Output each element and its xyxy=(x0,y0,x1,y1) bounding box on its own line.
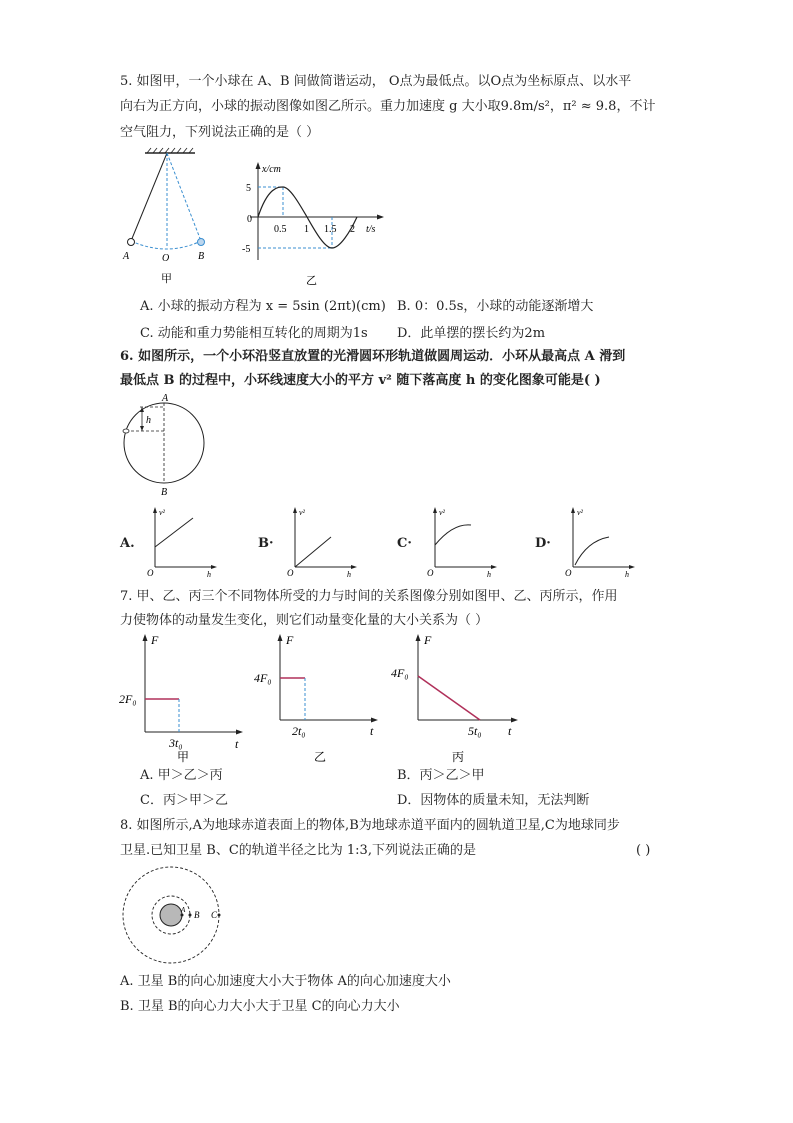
q5-xtick-1: 1 xyxy=(304,224,309,235)
q7-yi-ytick: 4F₀ xyxy=(254,671,272,685)
q5-graph-ylabel: x/cm xyxy=(262,164,281,175)
q6-option-b-graph xyxy=(285,505,360,580)
q5-ytick-neg5: -5 xyxy=(242,244,251,255)
q6-option-a-letter: A. xyxy=(120,536,135,551)
q6-label-b: B xyxy=(161,487,168,498)
q7-jia-xtick: 3t₀ xyxy=(169,736,183,750)
q8-option-b: B. 卫星 B的向心力大小大于卫星 C的向心力大小 xyxy=(120,999,400,1014)
q6-label-h: h xyxy=(146,415,151,426)
q6-option-d-graph xyxy=(563,505,638,580)
q7-jia-xlabel: t xyxy=(235,737,239,751)
q5-stem-line1: 5. 如图甲，一个小球在 A、B 间做简谐运动， O点为最低点。以O点为坐标原点、以水平 xyxy=(120,74,632,89)
q8-answer-paren: ( ) xyxy=(636,843,651,858)
q6-c-origin: O xyxy=(427,568,434,578)
q6-a-origin: O xyxy=(147,568,154,578)
q6-ring-figure xyxy=(118,390,218,502)
q5-option-a: A. 小球的振动方程为 x = 5sin (2πt)(cm) xyxy=(140,299,386,314)
q5-xtick-2: 2 xyxy=(350,224,355,235)
q5-xtick-1.5: 1.5 xyxy=(324,224,337,235)
q5-option-b: B. 0：0.5s，小球的动能逐渐增大 xyxy=(397,299,594,314)
q7-graph-bing xyxy=(388,630,528,765)
q6-option-c-graph xyxy=(425,505,500,580)
q5-option-c: C. 动能和重力势能相互转化的周期为1s xyxy=(140,326,368,341)
q6-option-c-letter: C· xyxy=(397,536,412,551)
q7-bing-ylabel: F xyxy=(424,633,432,647)
q7-jia-ylabel: F xyxy=(151,633,159,647)
q6-stem-line1: 6. 如图所示，一个小环沿竖直放置的光滑圆环形轨道做圆周运动．小环从最高点 A 滑到 xyxy=(120,349,626,364)
q6-option-b-letter: B· xyxy=(258,536,274,551)
q5-pendulum-figure xyxy=(115,145,225,285)
q7-jia-caption: 甲 xyxy=(177,750,190,764)
q6-c-ylabel: v² xyxy=(439,508,445,517)
q5-graph-xlabel: t/s xyxy=(366,224,376,235)
q7-bing-xtick: 5t₀ xyxy=(468,724,482,738)
q5-caption-left: 甲 xyxy=(161,273,172,285)
q6-option-d-letter: D· xyxy=(535,536,551,551)
q7-yi-ylabel: F xyxy=(286,633,294,647)
q7-graph-yi xyxy=(252,630,387,765)
q7-yi-caption: 乙 xyxy=(314,750,327,764)
q8-option-a: A. 卫星 B的向心加速度大小大于物体 A的向心加速度大小 xyxy=(120,974,451,989)
q8-stem-line2: 卫星.已知卫星 B、C的轨道半径之比为 1:3,下列说法正确的是 xyxy=(120,843,476,858)
q7-yi-xtick: 2t₀ xyxy=(292,724,306,738)
q7-yi-xlabel: t xyxy=(370,724,374,738)
q5-caption-right: 乙 xyxy=(306,275,317,287)
q5-label-o: O xyxy=(162,253,170,264)
q5-stem-line3: 空气阻力，下列说法正确的是（ ） xyxy=(120,125,320,140)
q6-b-ylabel: v² xyxy=(299,508,305,517)
q7-jia-ytick: 2F₀ xyxy=(119,692,137,706)
q5-ytick-5: 5 xyxy=(246,183,251,194)
q5-option-d: D．此单摆的摆长约为2m xyxy=(397,326,546,341)
q7-option-b: B．丙＞乙＞甲 xyxy=(397,768,485,783)
q7-bing-caption: 丙 xyxy=(452,750,465,764)
q8-label-b: B xyxy=(194,910,200,920)
q7-stem-line1: 7. 甲、乙、丙三个不同物体所受的力与时间的关系图像分别如图甲、乙、丙所示，作用 xyxy=(120,589,618,604)
q5-stem-line2: 向右为正方向，小球的振动图像如图乙所示。重力加速度 g 大小取9.8m/s²，π² ≈ 9.8，不计 xyxy=(120,99,656,114)
q6-c-xlabel: h xyxy=(487,570,491,579)
q6-a-ylabel: v² xyxy=(159,508,165,517)
q7-bing-xlabel: t xyxy=(508,724,512,738)
q5-oscillation-graph xyxy=(240,160,390,288)
q7-option-a: A. 甲＞乙＞丙 xyxy=(140,768,223,783)
q8-orbit-figure xyxy=(118,862,228,967)
q5-label-a: A xyxy=(123,251,130,262)
q6-b-xlabel: h xyxy=(347,570,351,579)
q7-option-d: D．因物体的质量未知，无法判断 xyxy=(397,793,590,808)
q7-bing-ytick: 4F₀ xyxy=(391,666,409,680)
q6-a-xlabel: h xyxy=(207,570,211,579)
q6-label-a: A xyxy=(162,393,169,404)
q7-graph-jia xyxy=(115,630,250,765)
q6-stem-line2: 最低点 B 的过程中，小环线速度大小的平方 v² 随下落高度 h 的变化图象可能是( ) xyxy=(120,373,601,388)
q6-b-origin: O xyxy=(287,568,294,578)
q5-label-b: B xyxy=(198,251,205,262)
q5-ytick-0: 0 xyxy=(247,214,252,225)
q6-option-a-graph xyxy=(145,505,220,580)
q6-d-xlabel: h xyxy=(625,570,629,579)
q5-xtick-0.5: 0.5 xyxy=(274,224,287,235)
q8-label-c: C xyxy=(211,910,218,920)
q8-label-a: A xyxy=(181,906,186,914)
q7-option-c: C．丙＞甲＞乙 xyxy=(140,793,228,808)
q7-stem-line2: 力使物体的动量发生变化，则它们动量变化量的大小关系为（ ） xyxy=(120,613,489,628)
q8-stem-line1: 8. 如图所示,A为地球赤道表面上的物体,B为地球赤道平面内的圆轨道卫星,C为地球同步 xyxy=(120,818,620,833)
q6-d-ylabel: v² xyxy=(577,508,583,517)
q6-d-origin: O xyxy=(565,568,572,578)
